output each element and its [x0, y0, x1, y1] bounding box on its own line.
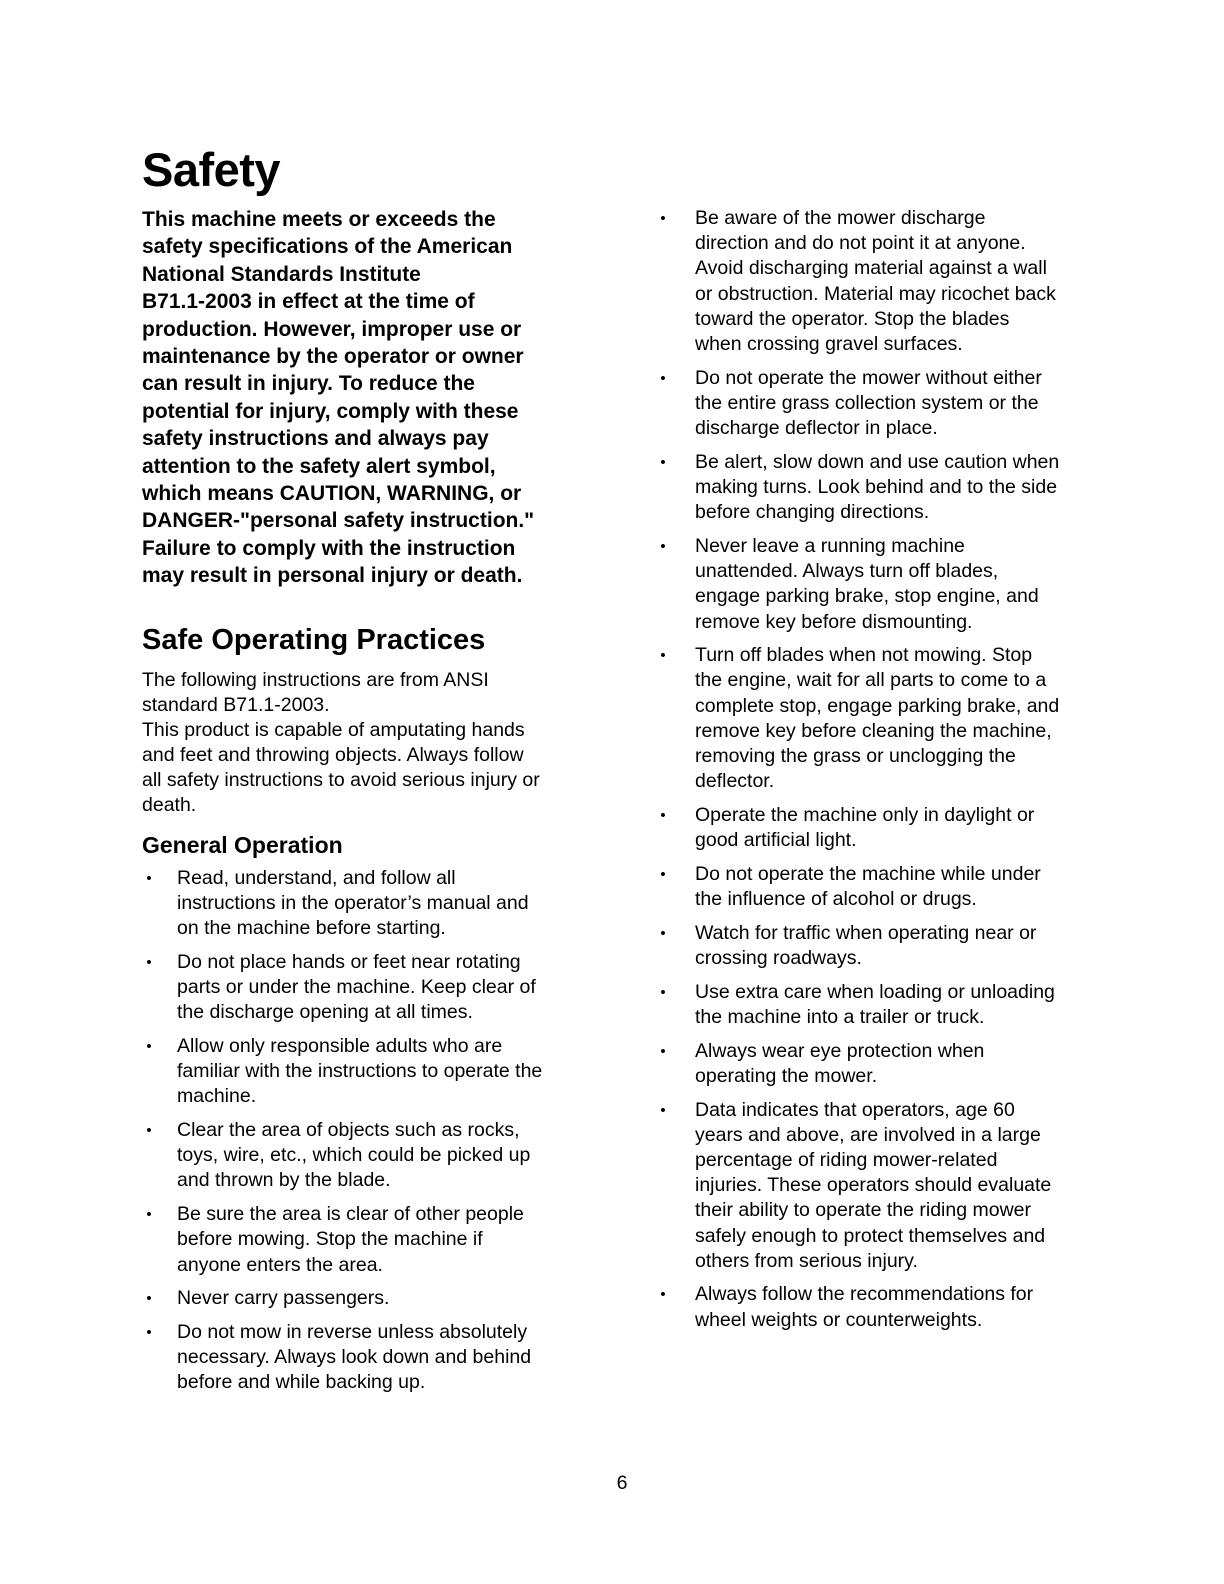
bullet-icon: • [660, 453, 666, 471]
list-item [656, 1098, 1116, 1274]
bullet-icon: • [660, 647, 666, 665]
list-item-text: Do not operate the machine while under the influence of alcohol or drugs. [695, 862, 1041, 911]
list-item-text: Operate the machine only in daylight or good artificial light. [695, 803, 1035, 852]
bullet-icon: • [660, 806, 666, 824]
list-item [142, 1286, 602, 1311]
list-item [656, 803, 1116, 853]
list-item-text: Data indicates that operators, age 60 years and above, are involved in a large percentage of riding mower-related injuries. These operators should evaluate their ability to operate the riding mower safely enough to protect themselves and others from serious injury. [695, 1098, 1052, 1272]
list-item [656, 980, 1116, 1030]
list-item-text: Do not operate the mower without either the entire grass collection system or the discharge deflector in place. [695, 366, 1042, 440]
bullet-icon: • [660, 1286, 666, 1304]
list-item [656, 921, 1116, 971]
list-item-text: Be sure the area is clear of other people before mowing. Stop the machine if anyone enters the area. [177, 1203, 524, 1276]
list-item-text: Allow only responsible adults who are familiar with the instructions to operate the machine. [177, 1034, 543, 1108]
bullet-icon: • [146, 953, 152, 971]
list-item [142, 950, 602, 1026]
right-column [656, 206, 1116, 1341]
bullet-icon: • [146, 1037, 152, 1055]
list-item [656, 1039, 1116, 1089]
bullet-icon: • [660, 210, 666, 227]
safety-intro: This machine meets or exceeds the safety specifications of the American National Standards Institute B71.1-2003 in effect at the time of production. However, improper use or maintenance by the operator or owner can result in injury. To reduce the potential for injury, comply with these safety instructions and always pay attention to the safety alert symbol, which means CAUTION, WARNING, or DANGER-"personal safety instruction." Failure to comply with the instruction may result in personal injury or death. [142, 208, 535, 588]
list-item [656, 450, 1116, 526]
list-item [656, 643, 1116, 794]
list-item [142, 866, 602, 942]
page-number: 6 [616, 1472, 628, 1494]
list-item-text: Turn off blades when not mowing. Stop the engine, wait for all parts to come to a complete stop, engage parking brake, and remove key before cleaning the machine, removing the grass or unclogging the deflector. [695, 644, 1060, 793]
list-item [656, 366, 1116, 442]
bullet-icon: • [146, 1206, 152, 1224]
right-bullet-list [656, 206, 1116, 1333]
left-column [142, 140, 602, 1404]
bullet-icon: • [660, 983, 666, 1001]
bullet-icon: • [660, 1101, 666, 1119]
list-item-text: Always wear eye protection when operating the mower. [695, 1039, 985, 1087]
list-item-text: Read, understand, and follow all instructions in the operator’s manual and on the machine before starting. [177, 866, 529, 940]
page-title: Safety [142, 143, 281, 196]
bullet-icon: • [660, 865, 666, 883]
section-paragraph: The following instructions are from ANSI standard B71.1-2003. This product is capable of amputating hands and feet and throwing objects. Always follow all safety instructions to avoid serious injury or death. [142, 668, 540, 816]
list-item-text: Watch for traffic when operating near or crossing roadways. [695, 921, 1037, 969]
list-item-text: Never leave a running machine unattended. Always turn off blades, engage parking brake, stop engine, and remove key before dismounting. [695, 534, 1039, 633]
bullet-icon: • [660, 369, 666, 387]
list-item-text: Be aware of the mower discharge direction and do not point it at anyone. Avoid discharging material against a wall or obstruction. Material may ricochet back toward the operator. Stop the blades when crossing gravel surfaces. [695, 207, 1056, 356]
list-item [142, 1034, 602, 1110]
bullet-icon: • [660, 537, 666, 555]
list-item-text: Always follow the recommendations for wheel weights or counterweights. [695, 1283, 1034, 1331]
list-item [656, 1282, 1116, 1332]
list-item [656, 534, 1116, 635]
list-item-text: Do not place hands or feet near rotating parts or under the machine. Keep clear of the discharge opening at all times. [177, 950, 536, 1024]
bullet-icon: • [660, 1042, 666, 1060]
bullet-icon: • [660, 924, 666, 942]
list-item-text: Be alert, slow down and use caution when making turns. Look behind and to the side before changing directions. [695, 450, 1060, 524]
list-item [656, 862, 1116, 912]
list-item-text: Do not mow in reverse unless absolutely necessary. Always look down and behind before and while backing up. [177, 1320, 532, 1394]
list-item-text: Clear the area of objects such as rocks, toys, wire, etc., which could be picked up and thrown by the blade. [177, 1119, 531, 1192]
list-item [142, 1202, 602, 1278]
list-item [656, 206, 1116, 357]
subsection-heading: General Operation [142, 831, 343, 858]
list-item [142, 1118, 602, 1194]
list-item [142, 1320, 602, 1396]
bullet-icon: • [146, 1323, 152, 1341]
section-heading: Safe Operating Practices [142, 623, 486, 656]
list-item-text: Never carry passengers. [177, 1287, 390, 1310]
bullet-icon: • [146, 1290, 152, 1308]
list-item-text: Use extra care when loading or unloading the machine into a trailer or truck. [695, 980, 1055, 1028]
left-bullet-list [142, 866, 602, 1396]
bullet-icon: • [146, 869, 152, 887]
bullet-icon: • [146, 1122, 152, 1140]
